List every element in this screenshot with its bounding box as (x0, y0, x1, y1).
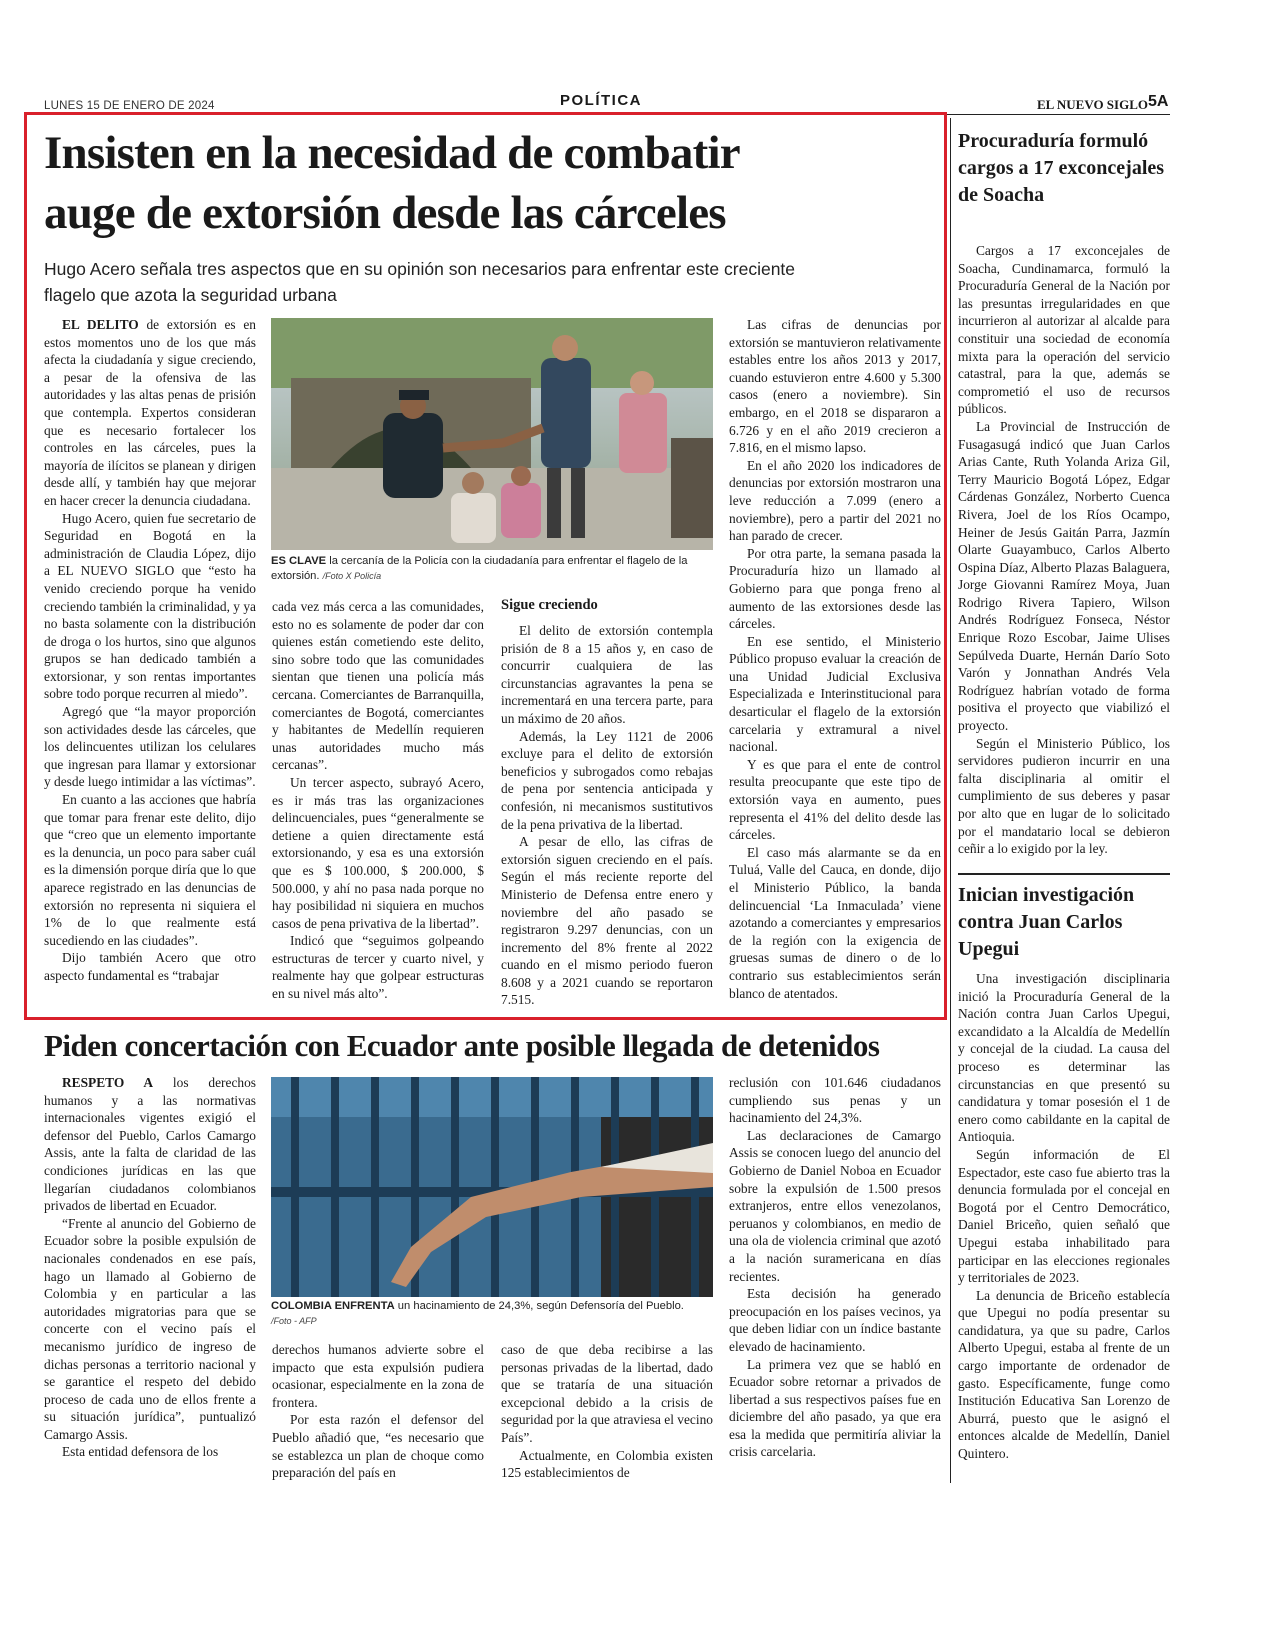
story2-col4-p3: Esta decisión ha generado preocupación en los países vecinos, ya que deben lidiar con un índice bastante elevado de hacinamiento. (729, 1286, 941, 1354)
story2-col4-p1: reclusión con 101.646 ciudadanos cumpliendo sus penas y un hacinamiento del 24,3%. (729, 1075, 941, 1126)
story1-col1-p1: EL DELITO de extorsión es en estos momentos uno de los que más afecta la ciudadanía y sigue creciendo, a pesar de la ofensiva de las autoridades y las altas penas de prisión que contempla. Expertos consideran que es necesario fortalecer los controles en las cárceles, pues la mayoría de ilícitos se planean y dirigen desde allí, y también hay que mejorar en hacer crecer la denuncia ciudadana. (44, 317, 256, 508)
story2-column-4 (729, 1074, 941, 1484)
story1-column-4 (729, 316, 941, 1012)
story2-col4-p4: La primera vez que se habló en Ecuador sobre retornar a privados de libertad a sus respectivos países fue en diciembre del año pasado, ya que era esa la medida que permitiría aliviar la crisis carcelaria. (729, 1356, 941, 1460)
sidebar2-headline: Inician investigación contra Juan Carlos Upegui (958, 884, 1135, 960)
story1-col2-p3: Indicó que “seguimos golpeando estructuras de tercer y cuarto nivel, y realmente hay que golpear estructuras en su nivel más alto”. (272, 933, 484, 1002)
story2-photo-caption (271, 1299, 691, 1329)
sidebar2-p3: La denuncia de Briceño establecía que Upegui no podía presentar su candidatura, ya que su padre, Carlos Alberto Upegui, estaba al frente de un cargo importante de ordenador de gasto. Específicamente, funge como Institución Educativa San Lorenzo de Aburrá, puesto que le asignó el entonces alcalde de Medellín, Daniel Quintero. (958, 1287, 1170, 1462)
story2-photo-credit: /Foto - AFP (271, 1316, 317, 1326)
story1-deck-line1: Hugo Acero señala tres aspectos que en su opinión son necesarios para enfrentar este creciente (44, 259, 796, 279)
story1-caption-lead: ES CLAVE (271, 555, 327, 567)
sidebar2-p1: Una investigación disciplinaria inició la Procuraduría General de la Nación contra Juan Carlos Upegui, excandidato a la Alcaldía de Medellín y concejal de la ciudad. La causa del proceso es determinar las circunstancias en que presentó su candidatura y tomar posesión el 1 de enero como cabildante en la capital de Antioquia. (958, 971, 1170, 1145)
page-number: 5A (1148, 93, 1169, 110)
story1-column-1 (44, 316, 256, 1012)
story1-col4-p5: Y es que para el ente de control resulta preocupante que este tipo de extorsión vaya en aumento, pues representa el 41% del delito desde las cárceles. (729, 756, 941, 843)
story2-caption-lead: COLOMBIA ENFRENTA (271, 1300, 395, 1312)
sidebar1-p3: Según el Ministerio Público, los servidores pudieron incurrir en una falta disciplinaria al omitir el cumplimiento de sus deberes y pasar por alto que en lugar de lo solicitado por el mandatario local se debieron ceñir a lo exigido por la ley. (958, 735, 1170, 857)
story1-col1-p5: Dijo también Acero que otro aspecto fundamental es “trabajar (44, 950, 256, 983)
story1-subhead: Sigue creciendo (501, 597, 598, 613)
story1-deck-line2: flagelo que azota la seguridad urbana (44, 285, 337, 305)
story1-col4-p6: El caso más alarmante se da en Tuluá, Valle del Cauca, en donde, dijo el Ministerio Público, la banda delincuencial ‘La Inmaculada’ viene azotando a comerciantes y empresarios de la región con la exigencia de gruesas sumas de dinero o de lo contrario sus establecimientos serán blanco de atentados. (729, 844, 941, 1001)
sidebar1-headline: Procuraduría formuló cargos a 17 exconcejales de Soacha (958, 130, 1165, 206)
story2-col1-p2: “Frente al anuncio del Gobierno de Ecuador sobre la posible expulsión de nacionales condenados en ese país, hago un llamado al Gobierno de Colombia y en particular a las autoridades migratorias para que se concerte con el vecino país el mecanismo jurídico de ingreso de dichas personas a territorio nacional y se garantice el respeto del debido proceso de cada uno de ellos frente a su situación jurídica”, puntualizó Camargo Assis. (44, 1215, 256, 1442)
story2-col1-p3: Esta entidad defensora de los (62, 1444, 219, 1460)
story2-col3-p2: Actualmente, en Colombia existen 125 establecimientos de (501, 1447, 713, 1481)
story2-lead-in: RESPETO A (62, 1075, 154, 1090)
sidebar2-p2: Según información de El Espectador, este caso fue abierto tras la denuncia formulada por el concejal en Bogotá por el Centro Democrático, Daniel Briceño, quien señaló que Upegui estaba inhabilitado para participar en las elecciones regionales y territoriales de 2023. (958, 1146, 1170, 1286)
story1-col2-p1: cada vez más cerca a las comunidades, esto no es solamente de poder dar con quienes están cometiendo este delito, sino sobre todo que las comunidades sientan que tienen una policía más cercana. Comerciantes de Barranquilla, comerciantes de Bogotá, comerciantes y habitantes de Medellín requieren unas autoridades mucho más cercanas”. (272, 599, 484, 773)
story1-photo-caption (271, 554, 715, 584)
story1-caption-text: la cercanía de la Policía con la ciudadanía para enfrentar el flagelo de la extorsión. (271, 555, 688, 582)
sidebar1-body (958, 242, 1170, 866)
sidebar1-p1: Cargos a 17 exconcejales de Soacha, Cundinamarca, formuló la Procuraduría General de la Nación por las presuntas irregularidades en que incurrieron al autorizar al alcalde para constituir una sociedad de economía mixta para la operación del servicio catastral, para la que, además se comprometió el uso de recursos públicos. (958, 243, 1170, 417)
story1-photo (271, 318, 713, 550)
story1-col4-p4: En ese sentido, el Ministerio Público propuso evaluar la creación de una Unidad Judicial Exclusiva Especializada e Interinstitucional para desarticular el flagelo de la extorsión carcelaria y extramural a nivel nacional. (729, 633, 941, 755)
section-name: POLÍTICA (560, 92, 642, 109)
story1-headline-line1: Insisten en la necesidad de combatir (44, 127, 740, 179)
story2-col1-p1: RESPETO A los derechos humanos y a las normativas internacionales vigentes exigió el defensor del Pueblo, Carlos Camargo Assis, ante la falta de claridad de las condiciones jurídicas en las que llegarían ciudadanos colombianos privados de libertad en Ecuador. (44, 1075, 256, 1214)
story1-photo-credit: /Foto X Policía (322, 571, 382, 581)
prison-bars-photo (271, 1077, 713, 1297)
story2-column-2 (272, 1341, 484, 1484)
story2-col2-p1: derechos humanos advierte sobre el impacto que esta expulsión pudiera ocasionar, especialmente en la zona de frontera. (272, 1342, 484, 1410)
story1-headline-line2: auge de extorsión desde las cárceles (44, 187, 726, 239)
story2-headline: Piden concertación con Ecuador ante posible llegada de detenidos (44, 1028, 880, 1063)
story2-column-1 (44, 1074, 256, 1484)
story1-col3-p3: A pesar de ello, las cifras de extorsión siguen creciendo en el país. Según el más reciente reporte del Ministerio de Defensa entre enero y noviembre del año pasado se registraron 9.297 denuncias, con un incremento del 8% frente al 2022 cuando en el mismo periodo fueron 8.608 y a 2021 cuando se reportaron 7.515. (501, 834, 713, 1008)
story2-col2-p2: Por esta razón el defensor del Pueblo añadió que, “es necesario que se establezca un plan de choque como preparación del país en (272, 1412, 484, 1481)
story2-col4-p2: Las declaraciones de Camargo Assis se conocen luego del anuncio del Gobierno de Daniel Noboa en Ecuador sobre la expulsión de 1.500 presos extranjeros, entre ellos venezolanos, peruanos y colombianos, en medio de una ola de violencia criminal que azotó a la nación suramericana en días recientes. (729, 1127, 941, 1284)
story1-column-2 (272, 598, 484, 1012)
page-date: LUNES 15 DE ENERO DE 2024 (44, 100, 215, 112)
story1-col4-p2: En el año 2020 los indicadores de denuncias por extorsión mostraron una leve reducción a 7.099 (enero a noviembre), pero a partir del 2021 no han parado de crecer. (729, 457, 941, 544)
story1-col4-p1: Las cifras de denuncias por extorsión se mantuvieron relativamente estables entre los años 2013 y 2017, cuando estuvieron entre 4.600 y 5.300 casos (enero a noviembre). Sin embargo, en el 2018 se dispararon a 6.726 y en el año 2019 crecieron a 7.816, en el mismo lapso. (729, 317, 941, 456)
sidebar-divider (950, 118, 951, 1483)
story1-col4-p3: Por otra parte, la semana pasada la Procuraduría hizo un llamado al Gobierno para que ponga freno al aumento de las extorsiones desde las cárceles. (729, 545, 941, 632)
story1-col3-p1: El delito de extorsión contempla prisión de 8 a 15 años y, en caso de concurrir cualquiera de las circunstancias agravantes la pena se incrementará en una tercera parte, para un máximo de 20 años. (501, 623, 713, 726)
story1-col3-p2: Además, la Ley 1121 de 2006 excluye para el delito de extorsión beneficios y subrogados como rebajas de pena por sentencia anticipada y confesión, ni mecanismos sustitutivos de la pena privativa de la libertad. (501, 728, 713, 832)
story1-col1-p4: En cuanto a las acciones que habría que tomar para frenar este delito, dijo que “creo que un elemento importante es la denuncia, un poco para saber cuál es la dimensión porque diría que lo que aparece registrado en las denuncias de extorsión no representa ni siquiera el 1% de lo que realmente está sucediendo en las ciudades”. (44, 792, 256, 948)
story1-col1-p3: Agregó que “la mayor proporción son actividades desde las cárceles, que los delincuentes utilizan los celulares que ingresan para llamar y extorsionar y desde luego intimidar a las víctimas”. (44, 704, 256, 790)
story1-column-3 (501, 622, 713, 1012)
masthead: EL NUEVO SIGLO (1037, 97, 1148, 112)
story2-photo (271, 1077, 713, 1297)
story2-column-3 (501, 1341, 713, 1484)
sidebar1-p2: La Provincial de Instrucción de Fusagasugá indicó que Juan Carlos Arias Cante, Ruth Yolanda Ariza Gil, Terry Mauricio Bogotá López, Edgar Cárdenas González, Norberto Cuenca Rivera, Joel de los Ríos Ocampo, Heiner de Jesús Gaitán Parra, Jazmín Olarte Guayambuco, Carlos Alberto Ospina Díaz, Alberto Plazas Balaguera, Jorge Giovanni Ramírez Moya, Juan Rodrigo Rivera Tapiero, Wilson Andrés Rodríguez Fonseca, Néstor Enrique Rozo Escobar, Jaime Ulises Sepúlveda Duarte, Hernán Darío Soto Varón y Jonnathan Andrés Vela Rodríguez habrían votado de forma positiva el proyecto que viabilizó el proyecto. (958, 418, 1170, 734)
story1-lead-in: EL DELITO (62, 317, 139, 332)
sidebar2-body (958, 970, 1170, 1482)
police-handshake-photo (271, 318, 713, 550)
story2-col3-p1: caso de que deba recibirse a las personas privadas de la libertad, dado que se trataría de una situación excepcional debido a la crisis de seguridad por la que atraviesa el vecino País”. (501, 1342, 713, 1445)
story1-col1-p2: Hugo Acero, quien fue secretario de Seguridad en Bogotá en la administración de Claudia López, dijo a EL NUEVO SIGLO que “esto ha venido creciendo porque ha venido creciendo también la criminalidad, y ya no basta solamente con la distribución de droga o los hurtos, sino que algunos grupos se han dedicado también a extorsionar, y son rentas importantes sobre todo porque recurren al miedo”. (44, 510, 256, 702)
story1-col2-p2: Un tercer aspecto, subrayó Acero, es ir más tras las organizaciones delincuenciales, pues “generalmente se detiene a quien directamente está extorsionando, y esa es una extorsión que es $ 100.000, $ 200.000, $ 500.000, y ahí no pasa nada porque no hay posibilidad ni siquiera en muchos casos de pena privativa de la libertad”. (272, 774, 484, 931)
sidebar-separator (958, 873, 1170, 875)
story2-caption-text: un hacinamiento de 24,3%, según Defensoría del Pueblo. (397, 1300, 684, 1312)
